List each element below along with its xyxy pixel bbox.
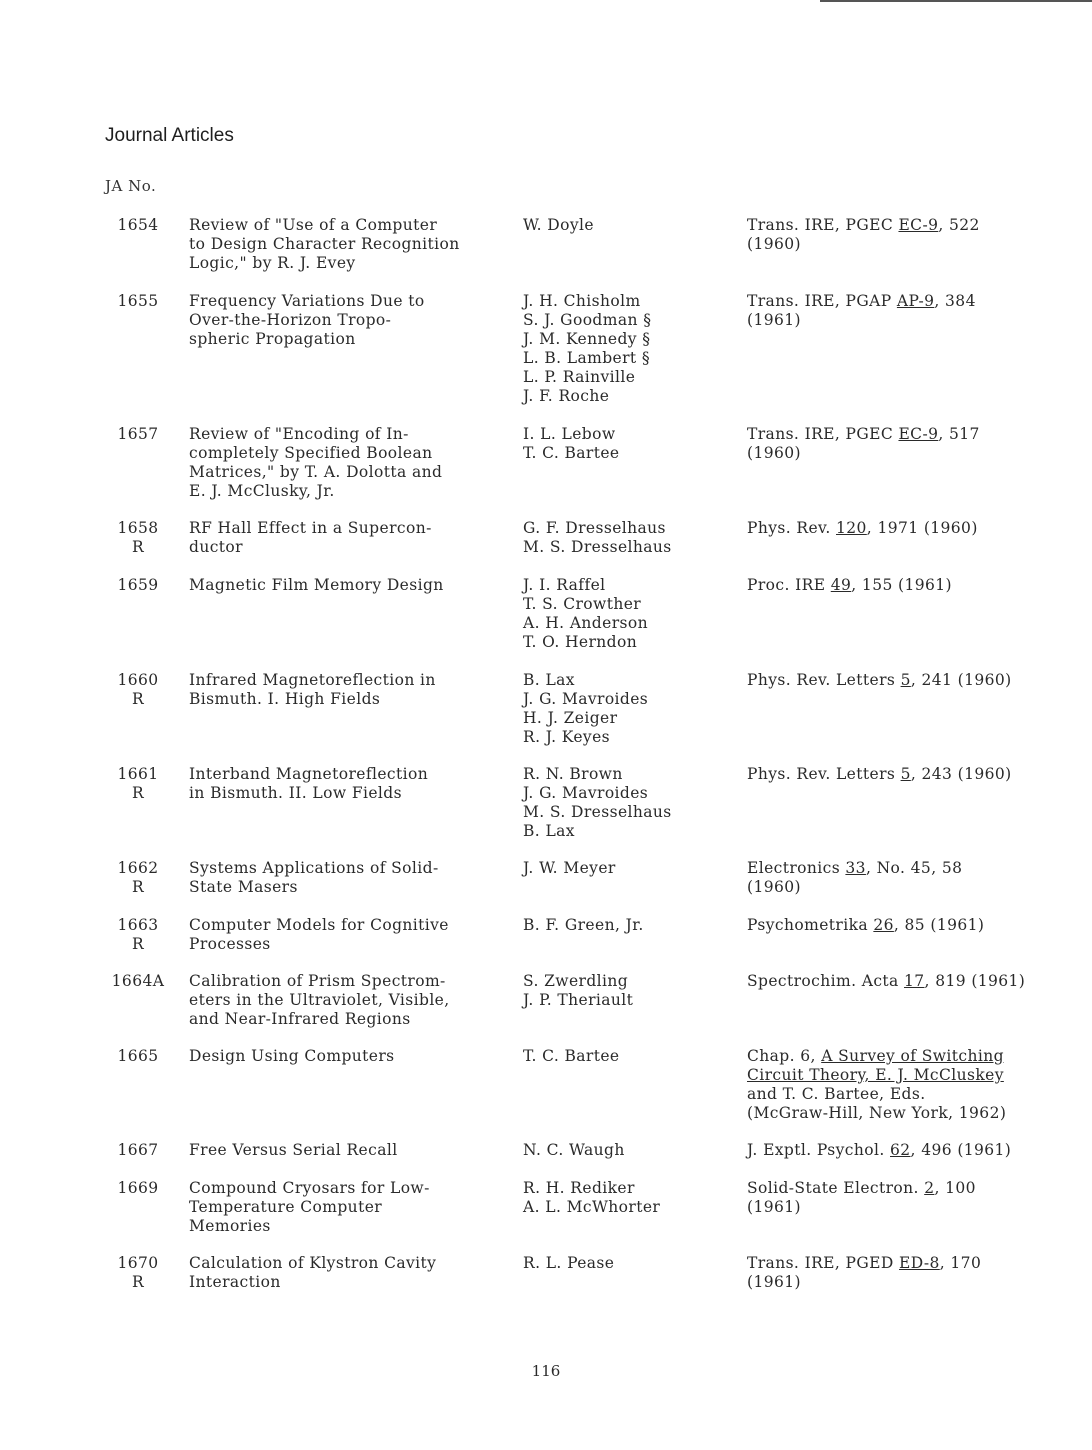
reference-first-line [747, 292, 1067, 311]
reference-first-line [747, 972, 1067, 991]
reference-volume: EC-9 [898, 425, 939, 443]
journal-reference [747, 216, 1067, 254]
reference-first-line [747, 765, 1067, 784]
article-title [189, 1047, 509, 1066]
reference-volume: 5 [900, 765, 911, 783]
article-title-line: eters in the Ultraviolet, Visible, [189, 991, 450, 1009]
ja-number-line: 1669 [117, 1179, 159, 1197]
ja-number-line: R [131, 538, 145, 556]
article-title [189, 859, 509, 897]
journal-reference [747, 765, 1067, 784]
ja-number-line: 1670 [117, 1254, 159, 1272]
author-list-line: A. H. Anderson [523, 614, 648, 632]
author-list [523, 916, 733, 935]
author-list-line: G. F. Dresselhaus [523, 519, 666, 537]
reference-text: Trans. IRE, PGAP [747, 292, 897, 310]
article-title [189, 1141, 509, 1160]
article-title-line: Logic," by R. J. Evey [189, 254, 356, 272]
author-list [523, 576, 733, 652]
author-list [523, 1254, 733, 1273]
author-list [523, 671, 733, 747]
author-list-line: L. B. Lambert § [523, 349, 651, 367]
reference-line: (1961) [747, 1273, 801, 1291]
journal-reference [747, 1179, 1067, 1217]
reference-volume: 2 [924, 1179, 935, 1197]
journal-reference [747, 1047, 1067, 1123]
reference-text: Trans. IRE, PGEC [747, 216, 899, 234]
article-title-line: State Masers [189, 878, 298, 896]
author-list [523, 859, 733, 878]
reference-volume: AP-9 [896, 292, 935, 310]
article-title [189, 1179, 509, 1236]
article-title [189, 1254, 509, 1292]
author-list [523, 292, 733, 406]
author-list [523, 972, 733, 1010]
ja-number-line: 1660 [117, 671, 159, 689]
reference-volume: 49 [830, 576, 852, 594]
ja-number [108, 859, 168, 897]
reference-volume: 33 [845, 859, 866, 877]
article-title-line: Calculation of Klystron Cavity [189, 1254, 437, 1272]
reference-first-line [747, 576, 1067, 595]
article-title-line: Frequency Variations Due to [189, 292, 425, 310]
reference-first-line [747, 1047, 1067, 1066]
ja-number-line: R [131, 1273, 145, 1291]
author-list-line: J. H. Chisholm [523, 292, 641, 310]
article-title-line: Interband Magnetoreflection [189, 765, 429, 783]
article-title-line: Magnetic Film Memory Design [189, 576, 444, 594]
article-title-line: completely Specified Boolean [189, 444, 433, 462]
section-heading: Journal Articles [105, 125, 234, 146]
author-list-line: J. F. Roche [523, 387, 610, 405]
article-title-line: ductor [189, 538, 243, 556]
ja-number-line: 1657 [117, 425, 159, 443]
column-header: JA No. [105, 177, 157, 195]
article-title [189, 671, 509, 709]
article-title-line: and Near-Infrared Regions [189, 1010, 411, 1028]
article-title-line: Calibration of Prism Spectrom- [189, 972, 446, 990]
reference-first-line [747, 519, 1067, 538]
reference-first-line [747, 671, 1067, 690]
top-rule [820, 0, 1092, 2]
author-list-line: J. M. Kennedy § [523, 330, 651, 348]
reference-text: Proc. IRE [747, 576, 831, 594]
journal-reference [747, 859, 1067, 897]
reference-text: J. Exptl. Psychol. [747, 1141, 891, 1159]
author-list [523, 519, 733, 557]
article-title-line: Interaction [189, 1273, 281, 1291]
author-list-line: B. Lax [523, 671, 575, 689]
article-title-line: Review of "Encoding of In- [189, 425, 409, 443]
reference-text: , 155 (1961) [851, 576, 952, 594]
ja-number-line: R [131, 878, 145, 896]
reference-line: (McGraw-Hill, New York, 1962) [747, 1104, 1007, 1122]
reference-text: , 85 (1961) [893, 916, 985, 934]
article-title-line: Compound Cryosars for Low- [189, 1179, 430, 1197]
author-list-line: J. P. Theriault [523, 991, 634, 1009]
article-title [189, 425, 509, 501]
author-list-line: R. H. Rediker [523, 1179, 635, 1197]
reference-first-line [747, 1179, 1067, 1198]
journal-reference [747, 292, 1067, 330]
article-title-line: Over-the-Horizon Tropo- [189, 311, 392, 329]
author-list-line: R. N. Brown [523, 765, 623, 783]
author-list [523, 1047, 733, 1066]
journal-reference [747, 972, 1067, 991]
reference-volume: 26 [873, 916, 894, 934]
reference-volume: 5 [900, 671, 911, 689]
reference-text: , 384 [934, 292, 976, 310]
reference-line: Circuit Theory, E. J. McCluskey [747, 1066, 1004, 1084]
article-title-line: spheric Propagation [189, 330, 356, 348]
article-title-line: RF Hall Effect in a Supercon- [189, 519, 432, 537]
article-title [189, 916, 509, 954]
ja-number-line: 1665 [117, 1047, 159, 1065]
author-list [523, 216, 733, 235]
author-list-line: T. O. Herndon [523, 633, 638, 651]
article-title-line: Matrices," by T. A. Dolotta and [189, 463, 443, 481]
author-list-line: J. W. Meyer [523, 859, 616, 877]
article-title [189, 972, 509, 1029]
reference-first-line [747, 1141, 1067, 1160]
reference-text: Solid-State Electron. [747, 1179, 925, 1197]
reference-text: , 819 (1961) [924, 972, 1026, 990]
ja-number [108, 1047, 168, 1066]
reference-text: Phys. Rev. Letters [747, 671, 901, 689]
reference-text: , 496 (1961) [910, 1141, 1012, 1159]
journal-reference [747, 576, 1067, 595]
reference-text: Phys. Rev. Letters [747, 765, 901, 783]
article-title [189, 765, 509, 803]
article-title [189, 519, 509, 557]
article-title-line: Review of "Use of a Computer [189, 216, 438, 234]
author-list-line: S. Zwerdling [523, 972, 629, 990]
author-list-line: T. S. Crowther [523, 595, 642, 613]
article-title-line: to Design Character Recognition [189, 235, 460, 253]
article-title-line: in Bismuth. II. Low Fields [189, 784, 402, 802]
ja-number [108, 1179, 168, 1198]
author-list-line: J. G. Mavroides [523, 690, 649, 708]
reference-first-line [747, 1254, 1067, 1273]
reference-line: (1961) [747, 1198, 801, 1216]
journal-reference [747, 425, 1067, 463]
ja-number-line: 1654 [117, 216, 159, 234]
reference-first-line [747, 916, 1067, 935]
ja-number [108, 519, 168, 557]
reference-text: , 243 (1960) [910, 765, 1012, 783]
author-list-line: W. Doyle [523, 216, 594, 234]
ja-number-line: R [131, 784, 145, 802]
ja-number [108, 1254, 168, 1292]
reference-volume: ED-8 [899, 1254, 940, 1272]
reference-text: , 522 [938, 216, 980, 234]
ja-number-line: 1659 [117, 576, 159, 594]
author-list-line: T. C. Bartee [523, 1047, 620, 1065]
author-list-line: H. J. Zeiger [523, 709, 618, 727]
reference-text: Spectrochim. Acta [747, 972, 905, 990]
ja-number [108, 425, 168, 444]
author-list-line: J. I. Raffel [523, 576, 606, 594]
reference-line: (1960) [747, 444, 801, 462]
author-list-line: R. L. Pease [523, 1254, 615, 1272]
reference-first-line [747, 216, 1067, 235]
reference-volume: EC-9 [898, 216, 939, 234]
ja-number [108, 216, 168, 235]
reference-line: (1960) [747, 878, 801, 896]
article-title-line: E. J. McClusky, Jr. [189, 482, 335, 500]
reference-text: , 517 [938, 425, 980, 443]
ja-number-line: 1661 [117, 765, 159, 783]
ja-number [108, 671, 168, 709]
ja-number [108, 1141, 168, 1160]
article-title-line: Bismuth. I. High Fields [189, 690, 381, 708]
author-list-line: S. J. Goodman § [523, 311, 652, 329]
reference-text: , 170 [939, 1254, 982, 1272]
reference-text: , No. 45, 58 [865, 859, 963, 877]
ja-number-line: R [131, 690, 145, 708]
reference-text: , 241 (1960) [910, 671, 1012, 689]
reference-text: Chap. 6, [747, 1047, 822, 1065]
author-list-line: B. Lax [523, 822, 575, 840]
ja-number-line: 1667 [117, 1141, 159, 1159]
article-title [189, 216, 509, 273]
author-list-line: N. C. Waugh [523, 1141, 625, 1159]
author-list [523, 1179, 733, 1217]
reference-first-line [747, 425, 1067, 444]
ja-number-line: 1664A [111, 972, 165, 990]
reference-text: Psychometrika [747, 916, 874, 934]
reference-volume: A Survey of Switching [821, 1047, 1004, 1065]
reference-text: Trans. IRE, PGEC [747, 425, 899, 443]
journal-reference [747, 519, 1067, 538]
ja-number [108, 292, 168, 311]
article-title-line: Memories [189, 1217, 271, 1235]
author-list-line: J. G. Mavroides [523, 784, 649, 802]
article-title-line: Systems Applications of Solid- [189, 859, 439, 877]
author-list-line: M. S. Dresselhaus [523, 803, 672, 821]
ja-number-line: 1655 [117, 292, 159, 310]
reference-text: Phys. Rev. [747, 519, 836, 537]
ja-number-line: R [131, 935, 145, 953]
ja-number [108, 916, 168, 954]
reference-volume: 17 [904, 972, 925, 990]
author-list-line: T. C. Bartee [523, 444, 620, 462]
journal-reference [747, 916, 1067, 935]
reference-text: , 100 [934, 1179, 976, 1197]
ja-number [108, 972, 168, 991]
article-title-line: Free Versus Serial Recall [189, 1141, 398, 1159]
journal-reference [747, 1141, 1067, 1160]
reference-line: (1961) [747, 311, 801, 329]
reference-line: (1960) [747, 235, 801, 253]
reference-first-line [747, 859, 1067, 878]
article-title-line: Temperature Computer [189, 1198, 383, 1216]
page-number: 116 [531, 1362, 561, 1380]
reference-text: , 1971 (1960) [866, 519, 978, 537]
author-list-line: M. S. Dresselhaus [523, 538, 672, 556]
author-list-line: A. L. McWhorter [523, 1198, 661, 1216]
ja-number [108, 765, 168, 803]
author-list-line: B. F. Green, Jr. [523, 916, 644, 934]
ja-number-line: 1662 [117, 859, 159, 877]
journal-reference [747, 671, 1067, 690]
reference-text: Electronics [747, 859, 846, 877]
author-list-line: I. L. Lebow [523, 425, 616, 443]
article-title-line: Infrared Magnetoreflection in [189, 671, 436, 689]
article-title [189, 576, 509, 595]
reference-text: Trans. IRE, PGED [747, 1254, 900, 1272]
reference-volume: 120 [836, 519, 867, 537]
ja-number-line: 1658 [117, 519, 159, 537]
reference-line: and T. C. Bartee, Eds. [747, 1085, 926, 1103]
reference-volume: 62 [890, 1141, 911, 1159]
journal-reference [747, 1254, 1067, 1292]
article-title-line: Design Using Computers [189, 1047, 395, 1065]
author-list-line: L. P. Rainville [523, 368, 636, 386]
article-title-line: Computer Models for Cognitive [189, 916, 449, 934]
article-title-line: Processes [189, 935, 271, 953]
author-list [523, 1141, 733, 1160]
author-list [523, 765, 733, 841]
article-title [189, 292, 509, 349]
ja-number-line: 1663 [117, 916, 159, 934]
author-list-line: R. J. Keyes [523, 728, 611, 746]
author-list [523, 425, 733, 463]
ja-number [108, 576, 168, 595]
